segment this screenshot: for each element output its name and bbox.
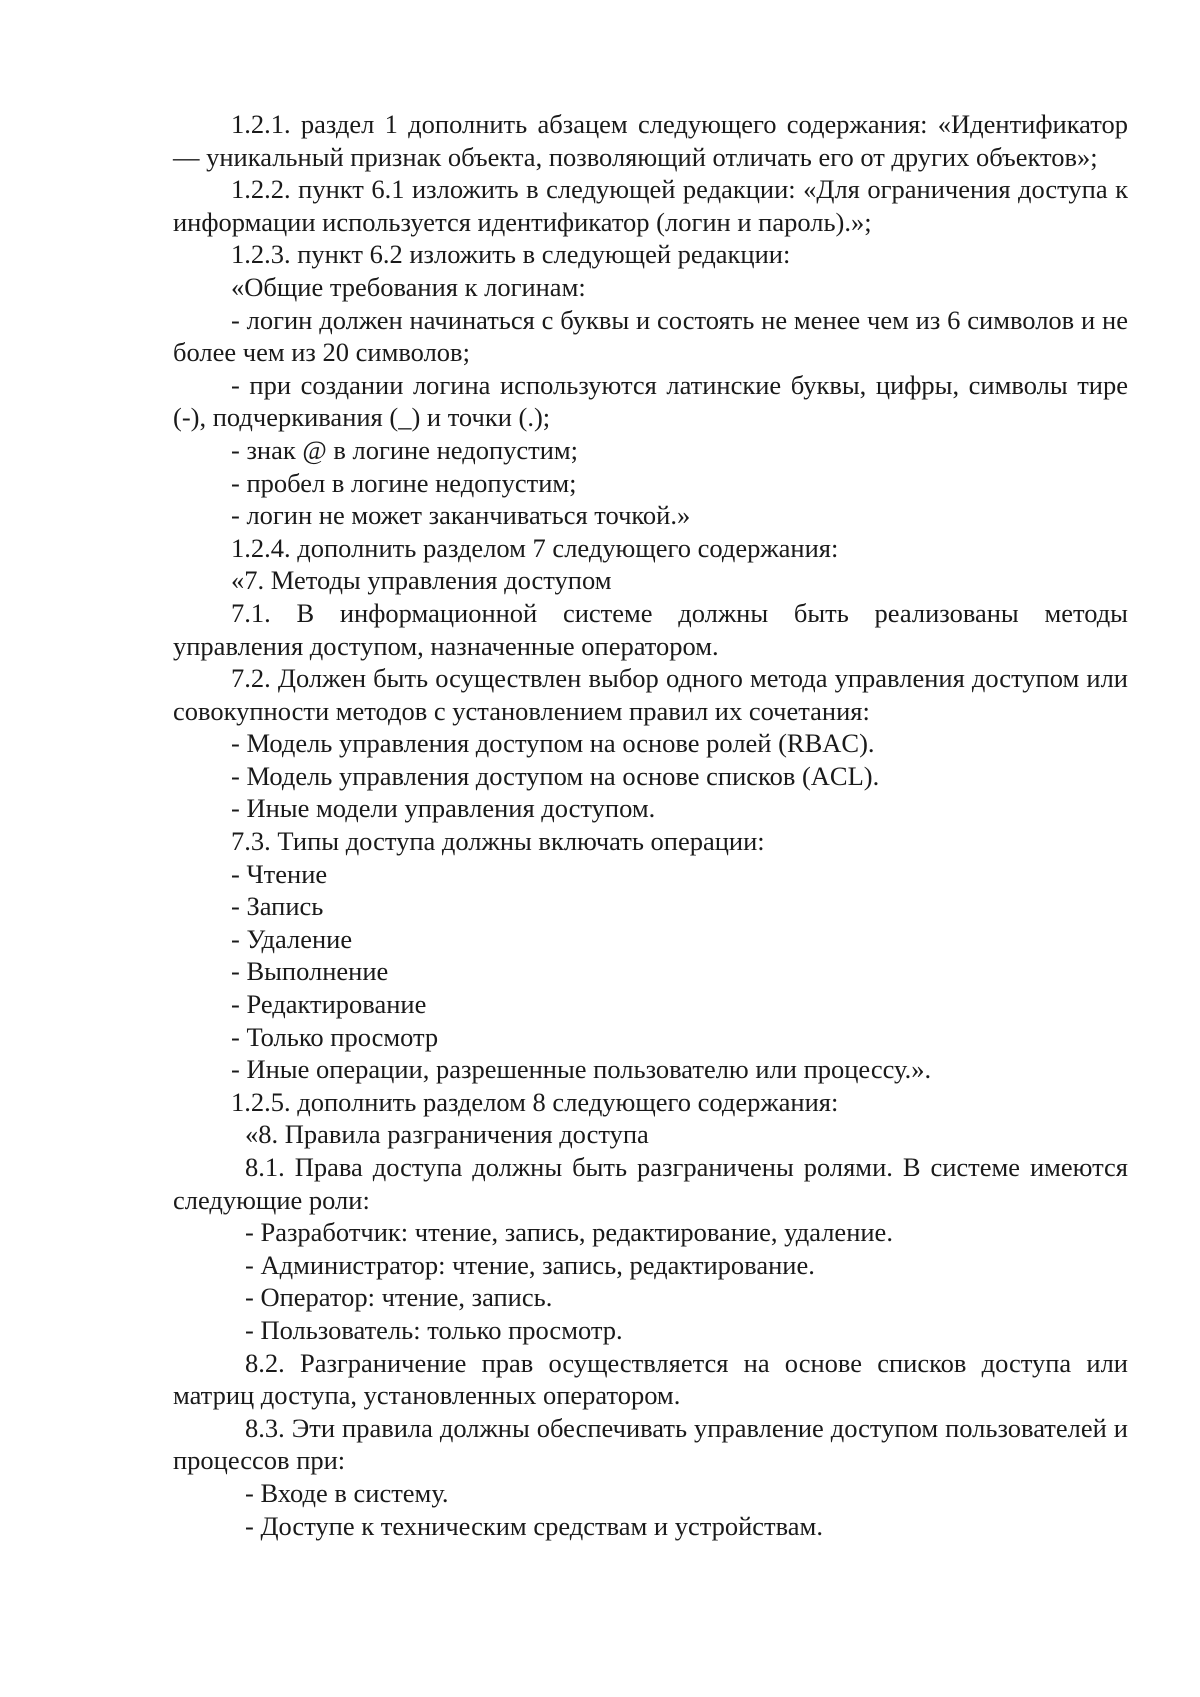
document-paragraph: 1.2.1. раздел 1 дополнить абзацем следующего содержания: «Идентификатор — уникальный признак объекта, позволяющий отличать его от других объектов»; <box>173 109 1128 172</box>
document-line: - Иные модели управления доступом. <box>231 793 656 824</box>
document-paragraph: 7.1. В информационной системе должны быть реализованы методы управления доступом, назначенные оператором. <box>173 597 1128 661</box>
document-line: - Редактирование <box>231 989 427 1020</box>
document-line: - Удаление <box>231 923 353 954</box>
document-paragraph: 8.2. Разграничение прав осуществляется на основе списков доступа или матриц доступа, установленных оператором. <box>173 1347 1128 1411</box>
document-line: «7. Методы управления доступом <box>231 565 612 596</box>
document-line: - Доступе к техническим средствам и устройствам. <box>245 1510 823 1541</box>
document-line: - Разработчик: чтение, запись, редактирование, удаление. <box>245 1217 893 1248</box>
document-paragraph: 8.1. Права доступа должны быть разграничены ролями. В системе имеются следующие роли: <box>173 1152 1128 1215</box>
document-line: «8. Правила разграничения доступа <box>245 1119 649 1150</box>
document-line: - пробел в логине недопустим; <box>231 467 577 498</box>
document-line: 1.2.4. дополнить разделом 7 следующего содержания: <box>231 532 839 563</box>
document-line: - Только просмотр <box>231 1021 439 1052</box>
document-line: - Пользователь: только просмотр. <box>245 1314 623 1345</box>
document-line: - Оператор: чтение, запись. <box>245 1282 553 1313</box>
document-paragraph: - логин должен начинаться с буквы и состоять не менее чем из 6 символов и не более чем из 20 символов; <box>173 304 1128 368</box>
document-line: - Администратор: чтение, запись, редактирование. <box>245 1249 815 1280</box>
document-paragraph: 8.3. Эти правила должны обеспечивать управление доступом пользователей и процессов при: <box>173 1412 1128 1476</box>
document-paragraph: 7.2. Должен быть осуществлен выбор одного метода управления доступом или совокупности методов с установлением правил их сочетания: <box>173 663 1128 726</box>
document-paragraph: 1.2.2. пункт 6.1 изложить в следующей редакции: «Для ограничения доступа к информации используется идентификатор (логин и пароль).»; <box>173 174 1128 237</box>
document-line: - Модель управления доступом на основе списков (ACL). <box>231 760 880 791</box>
document-line: - логин не может заканчиваться точкой.» <box>231 500 691 531</box>
document-line: - Запись <box>231 891 324 922</box>
document-line: 1.2.3. пункт 6.2 изложить в следующей редакции: <box>231 239 791 270</box>
document-line: 1.2.5. дополнить разделом 8 следующего содержания: <box>231 1086 839 1117</box>
document-line: - знак @ в логине недопустим; <box>231 434 579 465</box>
document-line: - Выполнение <box>231 956 389 987</box>
document-line: 7.3. Типы доступа должны включать операции: <box>231 826 765 857</box>
document-line: - Чтение <box>231 858 328 889</box>
document-line: - Модель управления доступом на основе ролей (RBAC). <box>231 728 875 759</box>
document-line: - Иные операции, разрешенные пользователю или процессу.». <box>231 1054 932 1085</box>
document-body <box>173 108 1128 1542</box>
document-paragraph: - при создании логина используются латинские буквы, цифры, символы тире (-), подчеркивания (_) и точки (.); <box>173 369 1128 433</box>
document-line: «Общие требования к логинам: <box>231 271 586 302</box>
document-line: - Входе в систему. <box>245 1477 449 1508</box>
